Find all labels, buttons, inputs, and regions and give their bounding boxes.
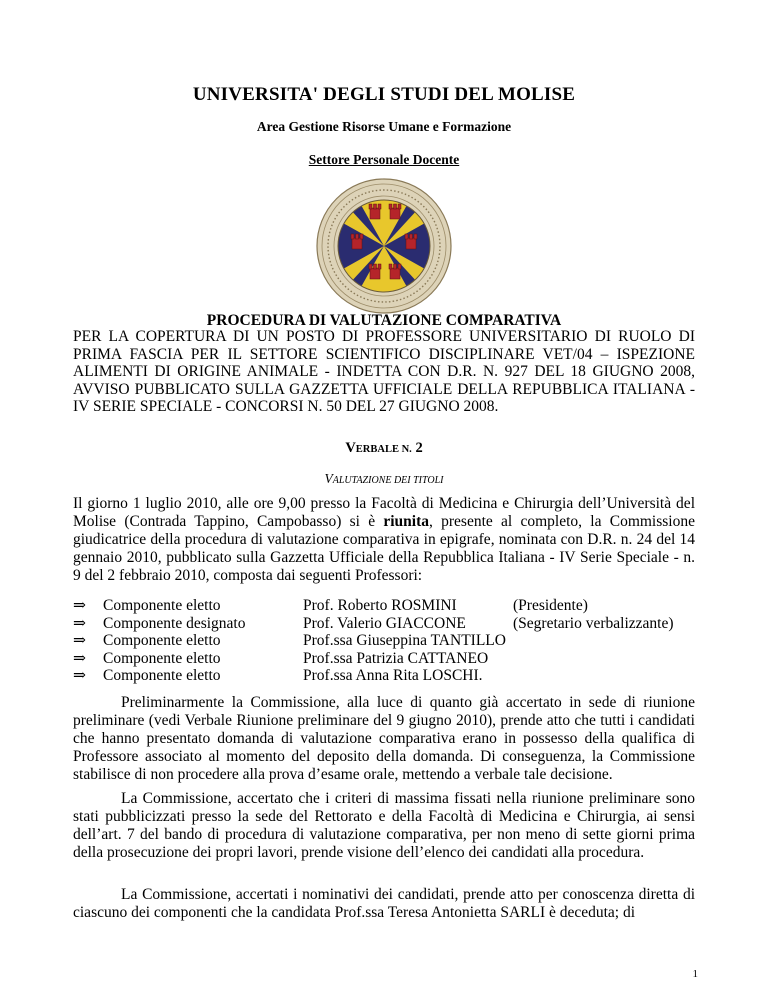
university-seal [316,178,452,314]
member-role: Componente eletto [103,632,221,650]
paragraph-candidates: La Commissione, accertati i nominativi dei candidati, prende atto per conoscenza diretta di ciascuno dei componenti che la candidata Prof.ssa Teresa Antonietta SARLI è deceduta; di [73,886,695,921]
member-role: Componente eletto [103,597,221,614]
procedure-description: PER LA COPERTURA DI UN POSTO DI PROFESSORE UNIVERSITARIO DI RUOLO DI PRIMA FASCIA PER IL SETTORE SCIENTIFICO DISCIPLINARE VET/04 – ISPEZIONE ALIMENTI DI ORIGINE ANIMALE - INDETTA CON D.R. N. 927 DEL 18 GIUGNO 2008, AVVISO PUBBLICATO SULLA GAZZETTA UFFICIALE DELLA REPUBBLICA ITALIANA - IV SERIE SPECIALE - CONCORSI N. 50 DEL 27 GIUGNO 2008. [73,328,695,416]
paragraph-preliminary: Preliminarmente la Commissione, alla luce di quanto già accertato in sede di riunione preliminare (vedi Verbale Riunione preliminare del 9 giugno 2010), prende atto che tutti i candidati che hanno presentato domanda di valutazione comparativa erano in possesso della qualifica di Professore associato al momento del deposito della domanda. Di conseguenza, la Commissione stabilisce di non procedere alla prova d’esame orale, mettendo a verbale tale decisione. [73,694,695,783]
member-function: (Presidente) [513,597,588,614]
valutazione-heading-rest: ALUTAZIONE DEI TITOLI [332,475,444,486]
member-function [513,650,713,668]
member-name: Prof.ssa Giuseppina TANTILLO [303,632,506,650]
arrow-icon: ⇒ [73,614,86,632]
list-item [73,597,713,615]
list-item [73,615,713,633]
verbale-heading-number: 2 [411,440,423,456]
list-item [73,632,713,650]
paragraph-meeting-end: , presente al completo, la Commissione giudicatrice della procedura di valutazione comparativa in epigrafe, nominata con D.R. n. 24 del 14 gennaio 2010, pubblicato sulla Gazzetta Ufficiale della Repubblica Italiana - IV Serie Speciale - n. 9 del 2 febbraio 2010, composta dai seguenti Professori: [73,512,695,584]
verbale-heading-initial: V [345,440,356,456]
area-subtitle: Area Gestione Risorse Umane e Formazione [256,119,512,134]
member-name: Prof. Roberto ROSMINI [303,597,457,614]
commission-members-list [73,597,713,685]
paragraph-meeting [73,495,695,585]
list-item [73,667,713,685]
valutazione-heading [0,471,768,487]
member-role: Componente eletto [103,649,221,667]
member-function: (Segretario verbalizzante) [513,614,674,632]
verbale-heading-rest: ERBALE N. [355,444,412,455]
paragraph-criteria: La Commissione, accertato che i criteri di massima fissati nella riunione preliminare sono stati pubblicizzati presso la sede del Rettorato e della Facoltà di Medicina e Chirurgia, ai sensi dell’art. 7 del bando di procedura di valutazione comparativa, per non meno di sette giorni prima della prosecuzione dei propri lavori, prende visione dell’elenco dei candidati alla procedura. [73,790,695,861]
arrow-icon: ⇒ [73,667,86,685]
university-title: UNIVERSITA' DEGLI STUDI DEL MOLISE [192,84,576,105]
member-role: Componente designato [103,614,246,632]
arrow-icon: ⇒ [73,649,86,667]
page-number: 1 [692,968,698,980]
member-name: Prof. Valerio GIACCONE [303,614,466,632]
member-function [513,632,713,650]
paragraph-meeting-start: Il giorno 1 luglio 2010, alle ore 9,00 presso la Facoltà di Medicina e Chirurgia dell’Università del Molise (Contrada Tappino, Campobasso) si è [73,495,695,530]
member-role: Componente eletto [103,667,221,685]
valutazione-heading-initial: V [324,471,333,486]
paragraph-meeting-bold: riunita [383,512,429,530]
verbale-heading [0,440,768,457]
settore-subtitle: Settore Personale Docente [308,152,460,167]
member-function [513,667,713,685]
arrow-icon: ⇒ [73,597,86,614]
member-name: Prof.ssa Anna Rita LOSCHI. [303,667,483,685]
arrow-icon: ⇒ [73,632,86,650]
procedure-title: PROCEDURA DI VALUTAZIONE COMPARATIVA [206,312,562,329]
list-item [73,650,713,668]
member-name: Prof.ssa Patrizia CATTANEO [303,649,489,667]
